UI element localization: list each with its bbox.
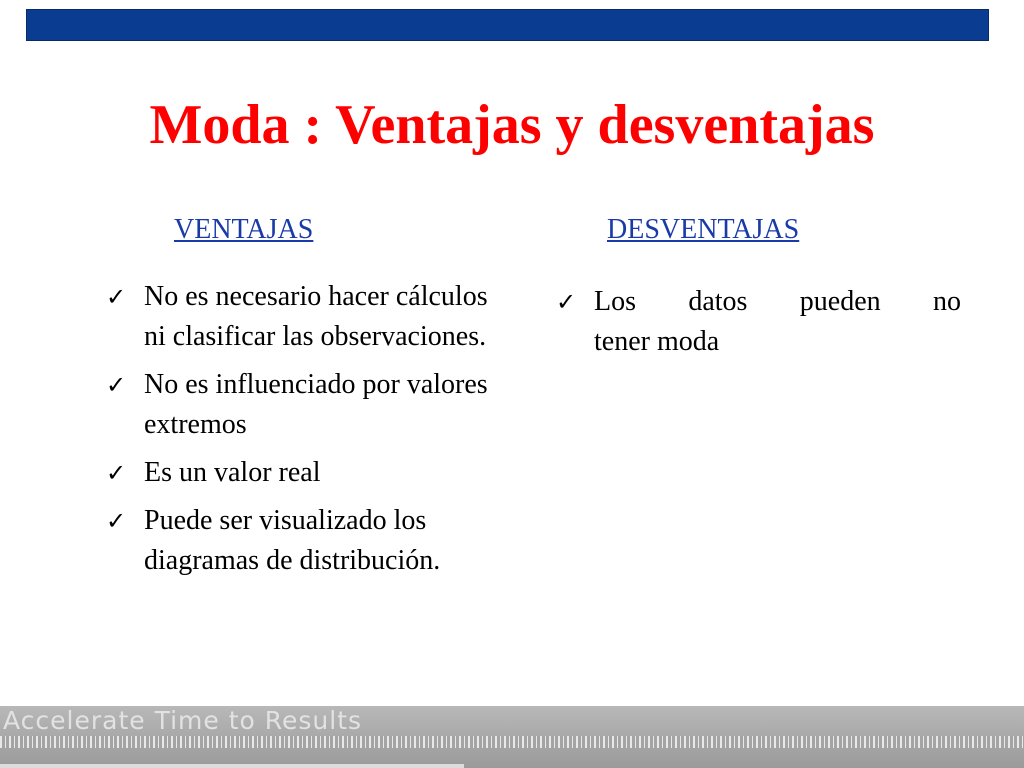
list-item-text: Es un valor real — [144, 457, 321, 488]
check-icon: ✓ — [556, 288, 577, 316]
top-banner-bar — [26, 9, 989, 41]
check-icon: ✓ — [106, 283, 127, 311]
check-icon: ✓ — [106, 507, 127, 535]
list-item — [106, 453, 496, 493]
list-item-text: No es necesario hacer cálculos ni clasificar las observaciones. — [144, 281, 488, 352]
slide-title: Moda : Ventajas y desventajas — [149, 94, 875, 156]
check-icon: ✓ — [106, 459, 127, 487]
list-item-text — [594, 282, 961, 362]
ventajas-list — [106, 277, 496, 589]
desventajas-list — [556, 282, 961, 370]
list-item — [106, 501, 496, 581]
footer-tagline: Accelerate Time to Results — [3, 706, 363, 735]
footer-strip — [0, 764, 464, 768]
list-item — [106, 365, 496, 445]
list-item — [106, 277, 496, 357]
footer-banner — [0, 706, 1024, 768]
list-item-text-line2: tener moda — [594, 326, 720, 357]
list-item-text-line1: Los datos pueden no — [594, 286, 961, 317]
desventajas-heading: DESVENTAJAS — [607, 214, 800, 245]
list-item-text: No es influenciado por valores extremos — [144, 369, 488, 440]
list-item — [556, 282, 961, 362]
ventajas-heading: VENTAJAS — [174, 214, 314, 245]
check-icon: ✓ — [106, 371, 127, 399]
footer-pattern — [0, 736, 1024, 748]
list-item-text: Puede ser visualizado los diagramas de distribución. — [144, 505, 441, 576]
